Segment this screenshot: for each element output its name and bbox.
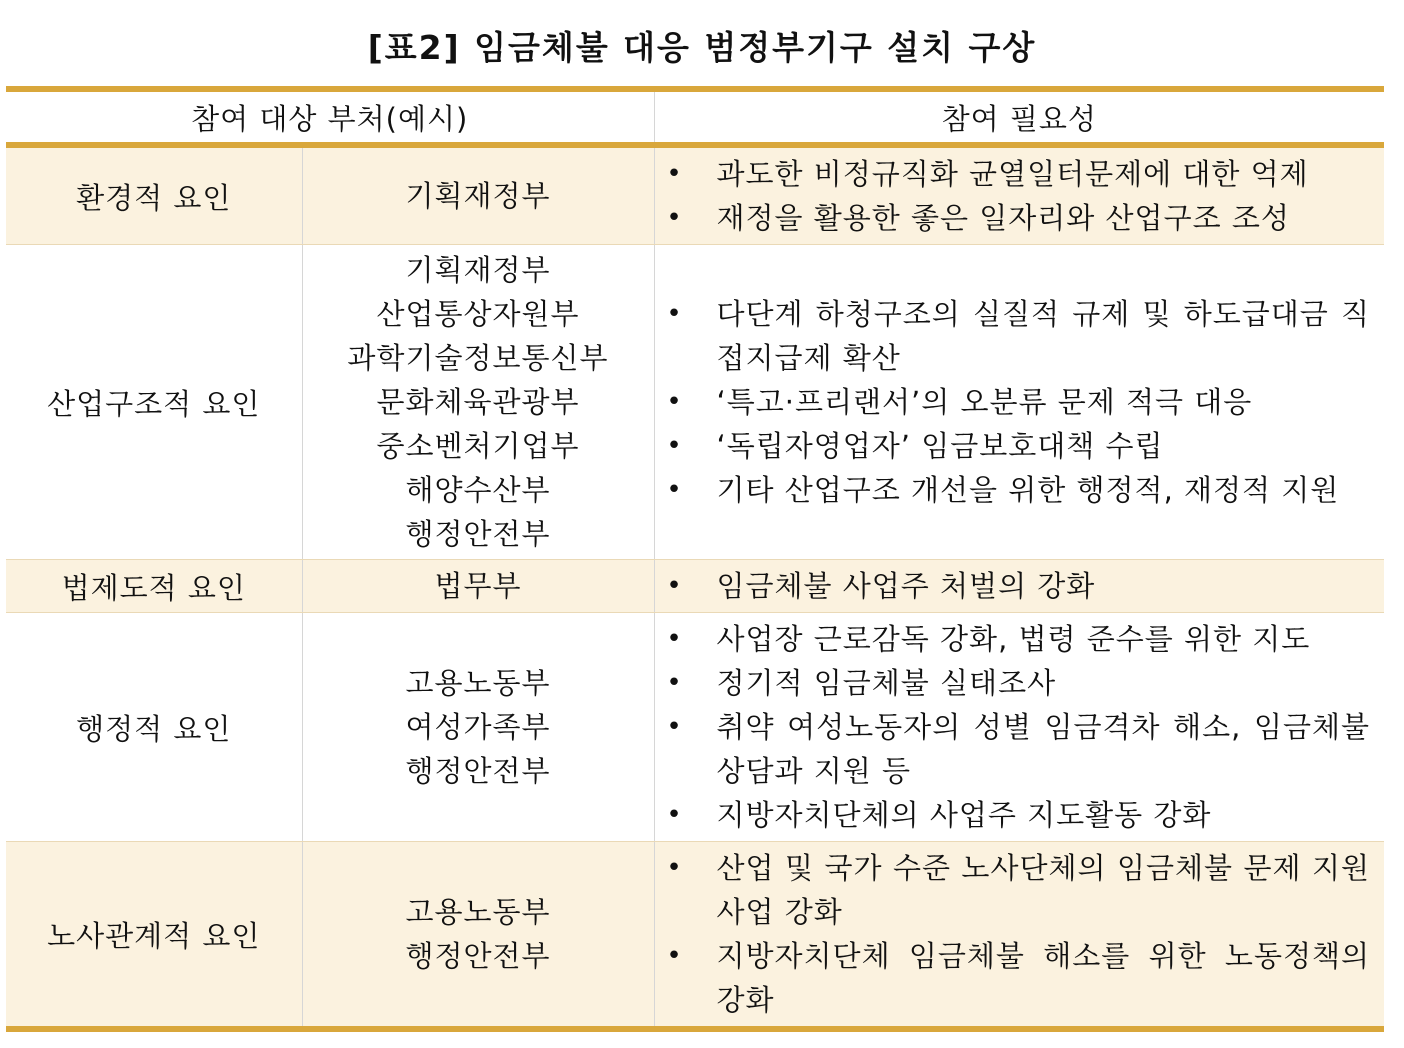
department-name: 기획재정부 <box>405 253 551 287</box>
department-name: 행정안전부 <box>405 517 551 551</box>
necessity-text: 임금체불 사업주 처벌의 강화 <box>716 569 1096 603</box>
necessity-cell <box>654 245 1384 560</box>
departments-cell <box>302 245 654 560</box>
department-name: 해양수산부 <box>405 473 551 507</box>
bullet-icon: • <box>666 475 683 505</box>
necessity-text: 재정을 활용한 좋은 일자리와 산업구조 조성 <box>716 201 1290 235</box>
department-name: 고용노동부 <box>405 895 551 929</box>
necessity-text: 과도한 비정규직화 균열일터문제에 대한 억제 <box>716 157 1309 191</box>
necessity-item <box>655 564 1371 608</box>
necessity-item <box>655 292 1371 380</box>
department-name: 행정안전부 <box>405 939 551 973</box>
necessity-item <box>655 846 1371 934</box>
necessity-item <box>655 617 1371 661</box>
factor-cell: 노사관계적 요인 <box>6 842 302 1030</box>
table-header-row <box>6 89 1384 145</box>
header-departments: 참여 대상 부처(예시) <box>6 89 654 145</box>
departments-cell <box>302 145 654 245</box>
necessity-cell <box>654 842 1384 1030</box>
necessity-text: 정기적 임금체불 실태조사 <box>716 666 1057 700</box>
necessity-text: ‘독립자영업자’ 임금보호대책 수립 <box>716 429 1164 463</box>
factor-cell: 환경적 요인 <box>6 145 302 245</box>
departments-cell <box>302 613 654 842</box>
department-name: 법무부 <box>434 569 522 603</box>
necessity-text: 산업 및 국가 수준 노사단체의 임금체불 문제 지원 사업 강화 <box>716 851 1370 929</box>
necessity-text: ‘특고·프리랜서’의 오분류 문제 적극 대응 <box>716 385 1253 419</box>
bullet-icon: • <box>666 387 683 417</box>
department-name: 산업통상자원부 <box>376 297 580 331</box>
necessity-cell <box>654 613 1384 842</box>
table-row-environmental <box>6 145 1384 245</box>
department-name: 문화체육관광부 <box>376 385 580 419</box>
table-title: [표2] 임금체불 대응 범정부기구 설치 구상 <box>367 28 1037 67</box>
necessity-text: 다단계 하청구조의 실질적 규제 및 하도급대금 직접지급제 확산 <box>716 297 1370 375</box>
header-necessity: 참여 필요성 <box>654 89 1384 145</box>
departments-cell <box>302 560 654 613</box>
factor-cell: 산업구조적 요인 <box>6 245 302 560</box>
policy-table <box>6 86 1384 1032</box>
bullet-icon: • <box>666 800 683 830</box>
necessity-item <box>655 793 1371 837</box>
necessity-item <box>655 661 1371 705</box>
table-row-administrative <box>6 613 1384 842</box>
table-row-labor-relations <box>6 842 1384 1030</box>
necessity-item <box>655 152 1371 196</box>
necessity-text: 지방자치단체의 사업주 지도활동 강화 <box>716 798 1212 832</box>
necessity-cell <box>654 145 1384 245</box>
department-name: 중소벤처기업부 <box>376 429 580 463</box>
bullet-icon: • <box>666 853 683 883</box>
bullet-icon: • <box>666 299 683 329</box>
department-name: 기획재정부 <box>405 179 551 213</box>
departments-cell <box>302 842 654 1030</box>
department-name: 행정안전부 <box>405 754 551 788</box>
necessity-text: 사업장 근로감독 강화, 법령 준수를 위한 지도 <box>716 622 1311 656</box>
necessity-text: 취약 여성노동자의 성별 임금격차 해소, 임금체불 상담과 지원 등 <box>716 710 1370 788</box>
necessity-item <box>655 424 1371 468</box>
necessity-item <box>655 380 1371 424</box>
bullet-icon: • <box>666 159 683 189</box>
bullet-icon: • <box>666 571 683 601</box>
necessity-text: 기타 산업구조 개선을 위한 행정적, 재정적 지원 <box>716 473 1340 507</box>
bullet-icon: • <box>666 941 683 971</box>
factor-cell: 행정적 요인 <box>6 613 302 842</box>
necessity-item <box>655 705 1371 793</box>
factor-cell: 법제도적 요인 <box>6 560 302 613</box>
table-row-industrial-structure <box>6 245 1384 560</box>
bullet-icon: • <box>666 712 683 742</box>
department-name: 과학기술정보통신부 <box>347 341 609 375</box>
bullet-icon: • <box>666 431 683 461</box>
bullet-icon: • <box>666 668 683 698</box>
necessity-cell <box>654 560 1384 613</box>
necessity-item <box>655 468 1371 512</box>
necessity-item <box>655 196 1371 240</box>
bullet-icon: • <box>666 203 683 233</box>
department-name: 고용노동부 <box>405 666 551 700</box>
department-name: 여성가족부 <box>405 710 551 744</box>
bullet-icon: • <box>666 624 683 654</box>
table-row-legal-system <box>6 560 1384 613</box>
necessity-text: 지방자치단체 임금체불 해소를 위한 노동정책의 강화 <box>716 939 1370 1017</box>
necessity-item <box>655 934 1371 1022</box>
